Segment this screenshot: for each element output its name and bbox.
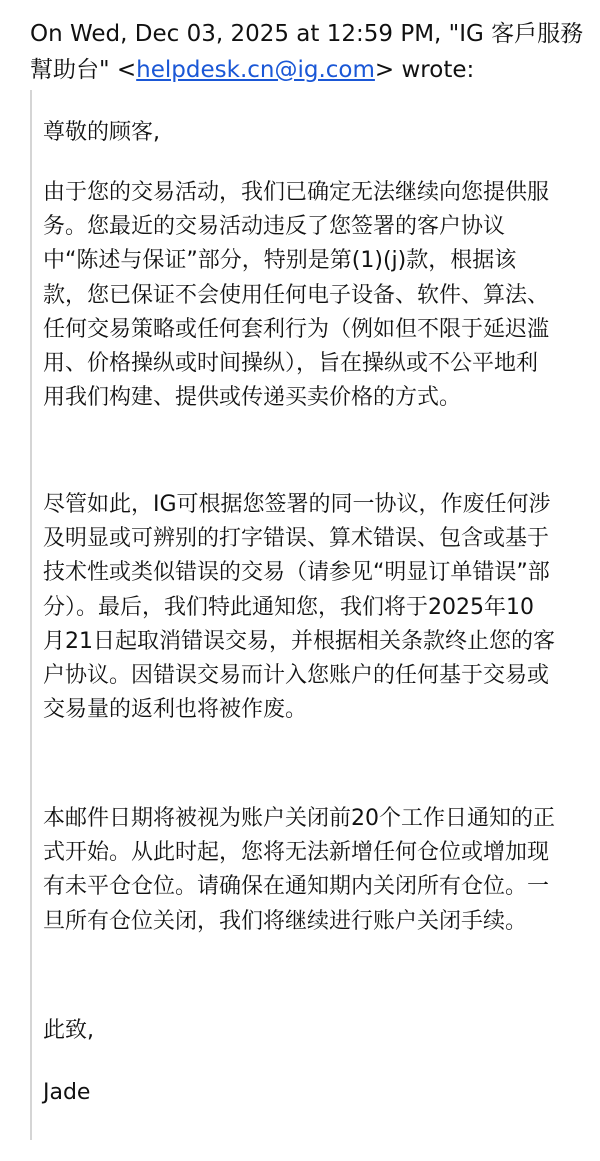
reply-header xyxy=(30,16,585,88)
paragraph-2: 尽管如此，IG可根据您签署的同一协议，作废任何涉及明显或可辨别的打字错误、算术错误、包含或基于技术性或类似错误的交易（请参见“明显订单错误”部分）。最后，我们特此通知您，我们将于2025年10月21日起取消错误交易，并根据相关条款终止您的客户协议。因错误交易而计入您账户的任何基于交易或交易量的返利也将被作废。 xyxy=(43,492,555,723)
closing: 此致, xyxy=(43,1018,94,1043)
header-suffix: > wrote: xyxy=(374,57,475,83)
quoted-message xyxy=(30,90,572,1140)
paragraph-1: 由于您的交易活动，我们已确定无法继续向您提供服务。您最近的交易活动违反了您签署的客户协议中“陈述与保证”部分，特别是第(1)(j)款，根据该款，您已保证不会使用任何电子设备、软件、算法、任何交易策略或任何套利行为（例如但不限于延迟滥用、价格操纵或时间操纵），旨在操纵或不公平地利用我们构建、提供或传递买卖价格的方式。 xyxy=(43,180,550,411)
signature: Jade xyxy=(43,1080,91,1105)
paragraph-3: 本邮件日期将被视为账户关闭前20个工作日通知的正式开始。从此时起，您将无法新增任何仓位或增加现有未平仓仓位。请确保在通知期内关闭所有仓位。一旦所有仓位关闭，我们将继续进行账户关闭手续。 xyxy=(43,806,555,934)
header-prefix: On Wed, Dec 03, 2025 at 12:59 PM, "IG 客戶服務幫助台" < xyxy=(30,21,584,83)
greeting: 尊敬的顾客, xyxy=(43,120,160,145)
sender-email-link[interactable]: helpdesk.cn@ig.com xyxy=(136,57,375,83)
